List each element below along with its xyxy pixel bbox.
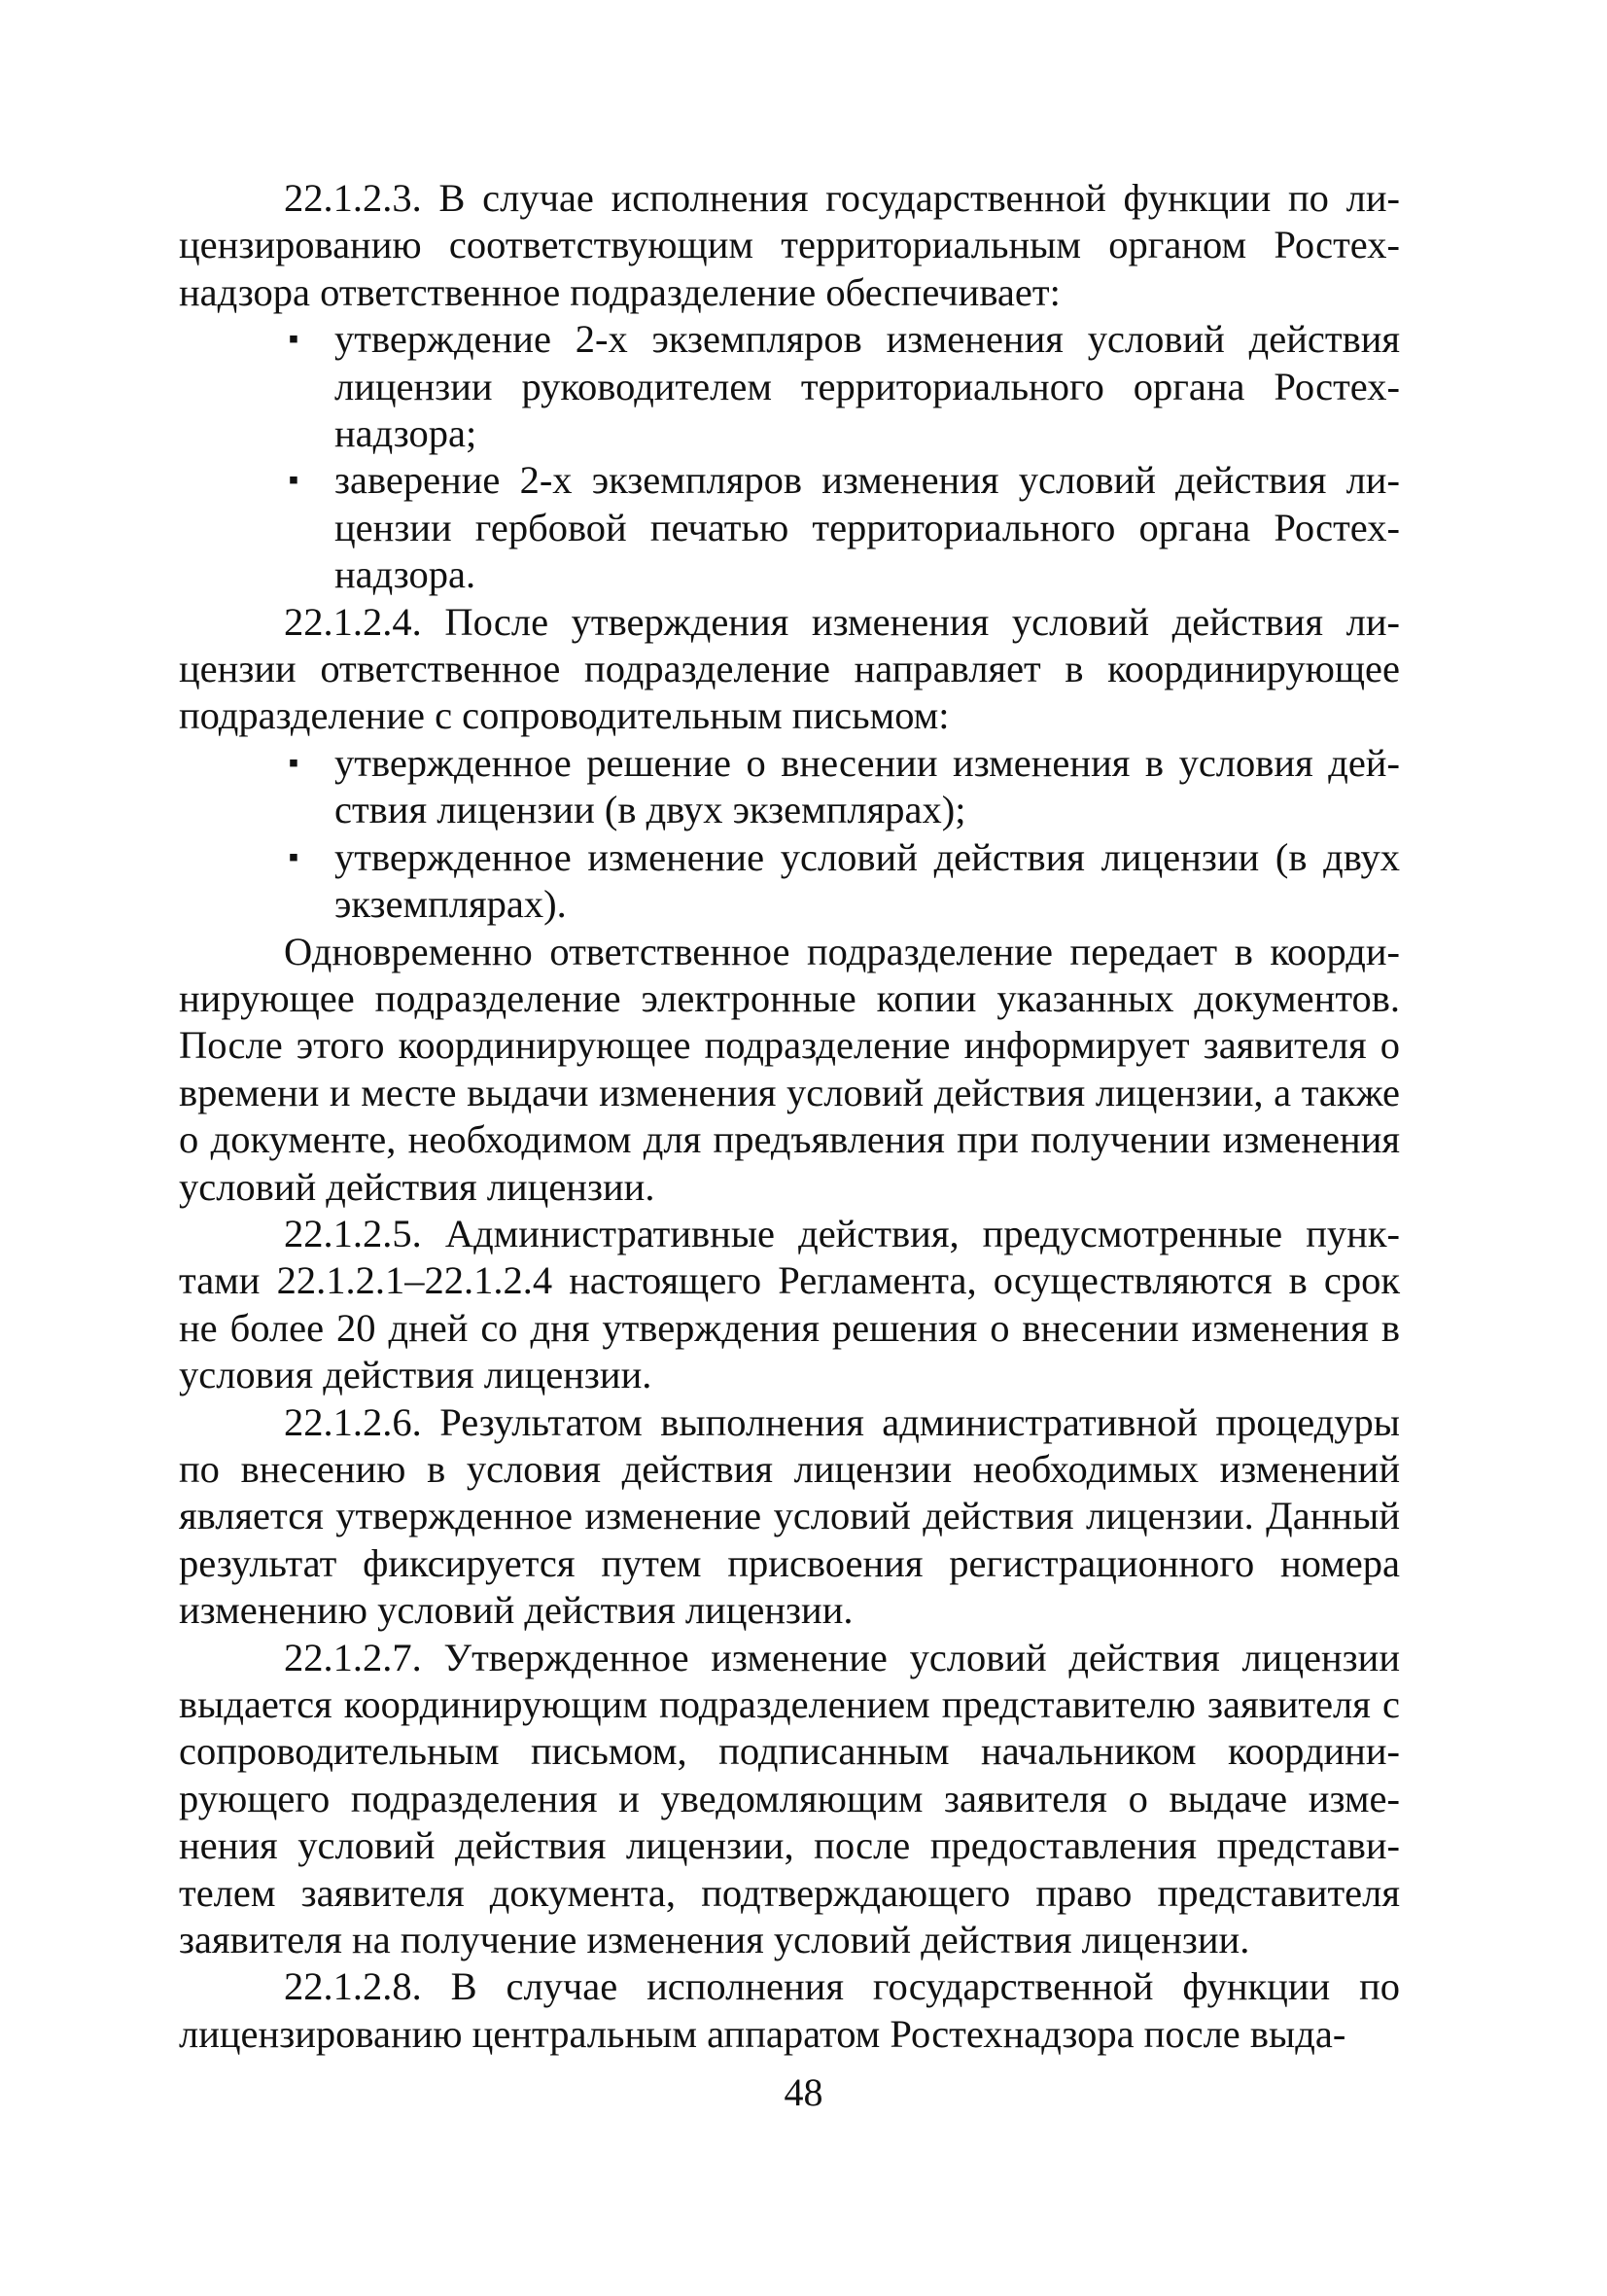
bullet-list-1 [179,316,1400,598]
list-item [288,834,1400,929]
paragraph-22-1-2-7: 22.1.2.7. Утвержденное изменение условий действия лицензии выдается координирующим подразделением представителю заявителя с сопроводительным письмом, подписанным начальником координирующего подразделения и уведомляющим заявителя о выдаче изменения условий действия лицензии, после предоставления представителем заявителя документа, подтверждающего право представителя заявителя на получение изменения условий действия лицензии. [179,1635,1400,1962]
page-number: 48 [784,2070,823,2114]
bullet-list-2 [179,740,1400,929]
paragraph-simultaneously: Одновременно ответственное подразделение передает в координирующее подразделение электронные копии указанных документов. После этого координирующее подразделение информирует заявителя о времени и месте выдачи изменения условий действия лицензии, а также о документе, необходимом для предъявления при получении изменения условий действия лицензии. [179,929,1400,1209]
list-item [288,316,1400,457]
bullet-icon: ▪ [288,323,299,356]
bullet-text: утверждение 2-х экземпляров изменения условий действия лицензии руководителем территориального органа Ростехнадзора; [334,317,1400,456]
bullet-icon: ▪ [288,464,299,497]
list-item [288,740,1400,834]
body-text [179,175,1400,2058]
paragraph-22-1-2-5: 22.1.2.5. Административные действия, предусмотренные пунктами 22.1.2.1–22.1.2.4 настоящего Регламента, осуществляются в срок не более 20 дней со дня утверждения решения о внесении изменения в условия действия лицензии. [179,1211,1400,1397]
bullet-icon: ▪ [288,746,299,779]
paragraph-22-1-2-3: 22.1.2.3. В случае исполнения государственной функции по лицензированию соответствующим территориальным органом Ростехнадзора ответственное подразделение обеспечивает: [179,176,1400,314]
paragraph-22-1-2-4: 22.1.2.4. После утверждения изменения условий действия лицензии ответственное подразделение направляет в координирующее подразделение с сопроводительным письмом: [179,599,1400,738]
bullet-text: утвержденное решение о внесении изменения в условия действия лицензии (в двух экземплярах); [334,740,1400,832]
bullet-icon: ▪ [288,840,299,873]
list-item [288,457,1400,598]
paragraph-22-1-2-6: 22.1.2.6. Результатом выполнения административной процедуры по внесению в условия действия лицензии необходимых изменений является утвержденное изменение условий действия лицензии. Данный результат фиксируется путем присвоения регистрационного номера изменению условий действия лицензии. [179,1399,1400,1633]
bullet-text: утвержденное изменение условий действия лицензии (в двух экземплярах). [334,834,1400,927]
bullet-text: заверение 2-х экземпляров изменения условий действия лицензии гербовой печатью территориального органа Ростехнадзора. [334,458,1400,597]
paragraph-22-1-2-8: 22.1.2.8. В случае исполнения государственной функции по лицензированию центральным аппаратом Ростехнадзора после выда- [179,1964,1400,2056]
